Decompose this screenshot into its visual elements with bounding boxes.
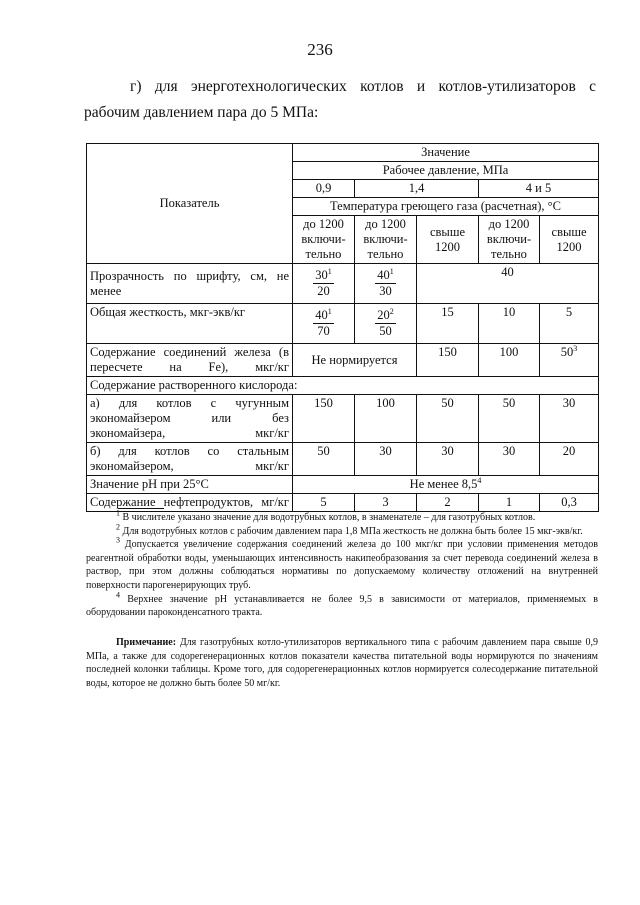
value-iron-5 xyxy=(540,344,599,377)
row-oxygen-b xyxy=(87,443,599,476)
label-transparency: Прозрачность по шрифту, см, не менее xyxy=(87,264,293,304)
value-transparency-1 xyxy=(293,264,355,304)
header-value: Значение xyxy=(293,144,599,162)
footnote-text: Верхнее значение pH устанавливается не более 9,5 в зависимости от материалов, применяемых в оборудовании пароконденсатного тракта. xyxy=(86,593,599,619)
value-oxygen-b-4: 30 xyxy=(479,443,540,476)
row-transparency xyxy=(87,264,599,304)
value-oil-2: 3 xyxy=(355,494,417,512)
label-oil: Содержание нефтепродуктов, мг/кг xyxy=(87,494,293,512)
value-oxygen-a-5: 30 xyxy=(540,395,599,443)
header-upto-2: до 1200 включи-тельно xyxy=(355,216,417,264)
value-iron-3: 150 xyxy=(417,344,479,377)
footnote-divider xyxy=(118,508,164,509)
label-oxygen: Содержание растворенного кислорода: xyxy=(87,377,599,395)
value-hardness-4: 10 xyxy=(479,304,540,344)
value-oil-5: 0,3 xyxy=(540,494,599,512)
fraction xyxy=(375,308,396,339)
label-iron: Содержание соединений железа (в пересчете на Fe), мкг/кг xyxy=(87,344,293,377)
value-number: 50 xyxy=(560,345,574,359)
footnote-mark: 1 xyxy=(327,306,332,316)
value-oil-1: 5 xyxy=(293,494,355,512)
header-pressure-2: 1,4 xyxy=(355,180,479,198)
header-upto-3: до 1200 включи-тельно xyxy=(479,216,540,264)
fraction xyxy=(313,308,334,339)
numerator: 40 xyxy=(315,308,328,322)
denominator: 50 xyxy=(379,324,392,338)
footnote-4 xyxy=(86,590,599,620)
note-text: Для газотрубных котло-утилизаторов вертикального типа с рабочим давлением пара свыше 0,9 МПа, а также для содорегенерационных котлов показатели качества питательной воды нормируются по значениям последней колонки таблицы. Кроме того, для содорегенерационных котлов нормируется солесодержание питательной воды, которое не должно быть более 50 мг/кг. xyxy=(86,637,599,689)
label-oxygen-a: а) для котлов с чугунным экономайзером или без экономайзера, мкг/кг xyxy=(87,395,293,443)
value-oxygen-b-3: 30 xyxy=(417,443,479,476)
value-oxygen-b-1: 50 xyxy=(293,443,355,476)
denominator: 20 xyxy=(317,284,330,298)
header-pressure-3: 4 и 5 xyxy=(479,180,599,198)
value-oxygen-b-5: 20 xyxy=(540,443,599,476)
numerator: 20 xyxy=(377,308,390,322)
value-ph xyxy=(293,476,599,494)
row-iron xyxy=(87,344,599,377)
fraction xyxy=(313,268,334,299)
row-oxygen-a xyxy=(87,395,599,443)
footnote-mark: 3 xyxy=(116,535,120,545)
note-title: Примечание: xyxy=(116,637,177,648)
footnote-mark: 1 xyxy=(327,266,332,276)
value-oxygen-b-2: 30 xyxy=(355,443,417,476)
page-number: 236 xyxy=(307,40,333,59)
footnote-mark: 2 xyxy=(389,306,394,316)
value-oil-3: 2 xyxy=(417,494,479,512)
footnote-mark: 3 xyxy=(573,343,578,353)
row-hardness xyxy=(87,304,599,344)
header-pressure-1: 0,9 xyxy=(293,180,355,198)
row-oxygen xyxy=(87,377,599,395)
fraction xyxy=(375,268,396,299)
header-over-1: свыше 1200 xyxy=(417,216,479,264)
header-temperature: Температура греющего газа (расчетная), °С xyxy=(293,198,599,216)
value-transparency-2 xyxy=(355,264,417,304)
footnote-3 xyxy=(86,535,599,592)
footnote-mark: 1 xyxy=(389,266,394,276)
footnote-1 xyxy=(86,508,598,525)
denominator: 70 xyxy=(317,324,330,338)
label-ph: Значение pH при 25°С xyxy=(87,476,293,494)
footnote-text: В числителе указано значение для водотрубных котлов, в знаменателе – для газотрубных котлов. xyxy=(122,512,536,523)
water-quality-table xyxy=(86,143,599,512)
value-iron-not-normed: Не нормируется xyxy=(293,344,417,377)
header-pressure: Рабочее давление, МПа xyxy=(293,162,599,180)
value-text: Не менее 8,5 xyxy=(409,477,478,491)
value-transparency-rest: 40 xyxy=(417,264,599,304)
footnote-mark: 4 xyxy=(477,475,482,485)
denominator: 30 xyxy=(379,284,392,298)
footnote-2 xyxy=(86,522,598,539)
value-oxygen-a-2: 100 xyxy=(355,395,417,443)
note-paragraph xyxy=(86,636,598,690)
footnote-text: Допускается увеличение содержания соединений железа до 100 мкг/кг при условии применения методов реагентной обработки воды, уменьшающих интенсивность накипеобразования за счет перевода соединений железа в раствор, при этом должны соблюдаться нормативы по допускаемому количеству отложений на внутренней поверхности парогенерирующих труб. xyxy=(86,539,599,591)
value-iron-4: 100 xyxy=(479,344,540,377)
footnote-text: Для водотрубных котлов с рабочим давлением пара 1,8 МПа жесткость не должна быть более 15 мкг-экв/кг. xyxy=(122,525,583,537)
header-indicator: Показатель xyxy=(87,144,293,264)
header-row-value xyxy=(87,144,599,162)
label-oxygen-b: б) для котлов со стальным экономайзером, мкг/кг xyxy=(87,443,293,476)
numerator: 30 xyxy=(315,268,328,282)
header-upto-1: до 1200 включи-тельно xyxy=(293,216,355,264)
value-hardness-5: 5 xyxy=(540,304,599,344)
footnote-mark: 4 xyxy=(116,590,120,600)
value-oxygen-a-3: 50 xyxy=(417,395,479,443)
footnote-mark: 2 xyxy=(116,522,120,532)
footnote-mark: 1 xyxy=(116,508,120,518)
label-hardness: Общая жесткость, мкг-экв/кг xyxy=(87,304,293,344)
footnotes xyxy=(86,508,599,620)
row-ph xyxy=(87,476,599,494)
header-over-2: свыше 1200 xyxy=(540,216,599,264)
numerator: 40 xyxy=(377,268,390,282)
value-oxygen-a-1: 150 xyxy=(293,395,355,443)
value-hardness-3: 15 xyxy=(417,304,479,344)
value-hardness-2 xyxy=(355,304,417,344)
value-hardness-1 xyxy=(293,304,355,344)
value-oxygen-a-4: 50 xyxy=(479,395,540,443)
intro-paragraph: г) для энерготехнологических котлов и котлов-утилизаторов с рабочим давлением пара до 5 МПа: xyxy=(84,78,596,121)
value-oil-4: 1 xyxy=(479,494,540,512)
